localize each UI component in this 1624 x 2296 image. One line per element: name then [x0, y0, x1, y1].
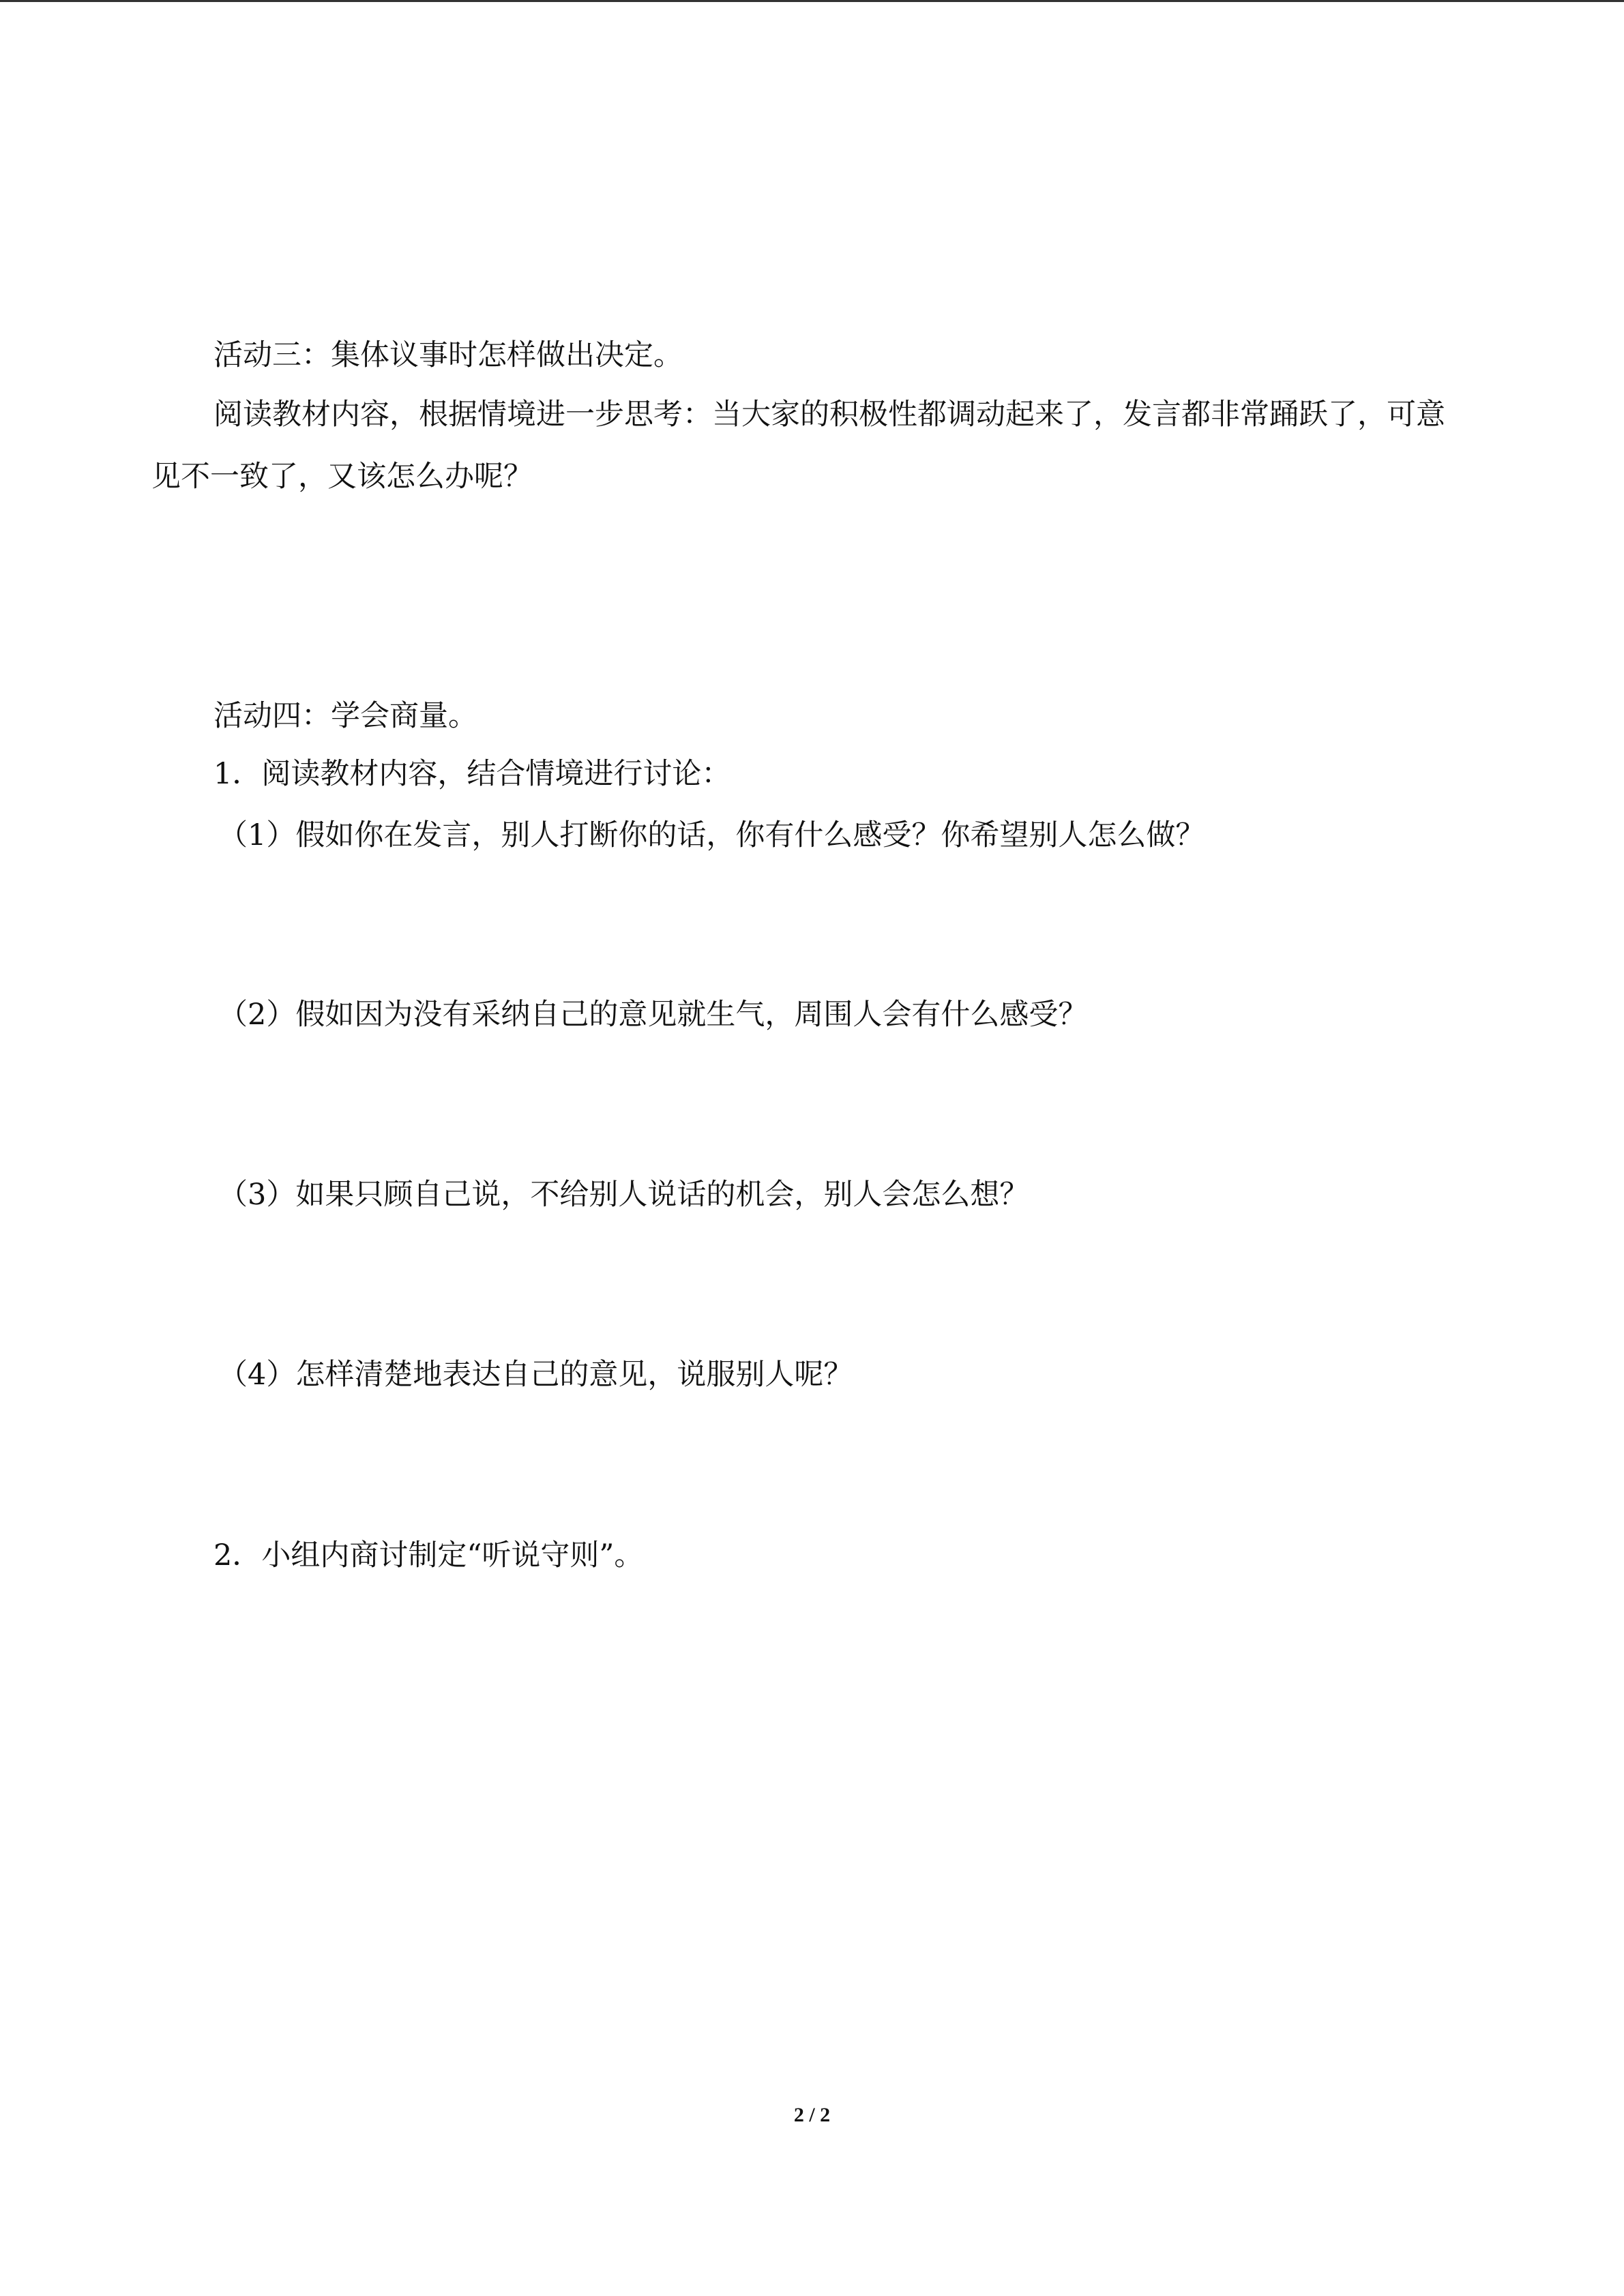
question-3: （3）如果只顾自己说，不给别人说话的机会，别人会怎么想？	[218, 1178, 1029, 1212]
question-4: （4）怎样清楚地表达自己的意见，说服别人呢？	[218, 1358, 853, 1392]
page-number: 2 / 2	[793, 2104, 831, 2126]
activity3-text: 阅读教材内容，根据情境进一步思考：当大家的积极性都调动起来了，发言都非常踊跃了，可意见不一致了，又该怎么办呢？	[151, 398, 1445, 494]
question-1: （1）假如你在发言，别人打断你的话，你有什么感受？你希望别人怎么做？	[218, 818, 1205, 852]
activity3-title: 活动三：集体议事时怎样做出决定。	[213, 338, 683, 372]
activity4-item1: 1．阅读教材内容，结合情境进行讨论：	[213, 757, 731, 791]
activity4-title: 活动四：学会商量。	[213, 699, 477, 733]
question-2: （2）假如因为没有采纳自己的意见就生气，周围人会有什么感受？	[218, 998, 1088, 1032]
activity4-item2: 2．小组内商讨制定“听说守则”。	[213, 1538, 644, 1572]
